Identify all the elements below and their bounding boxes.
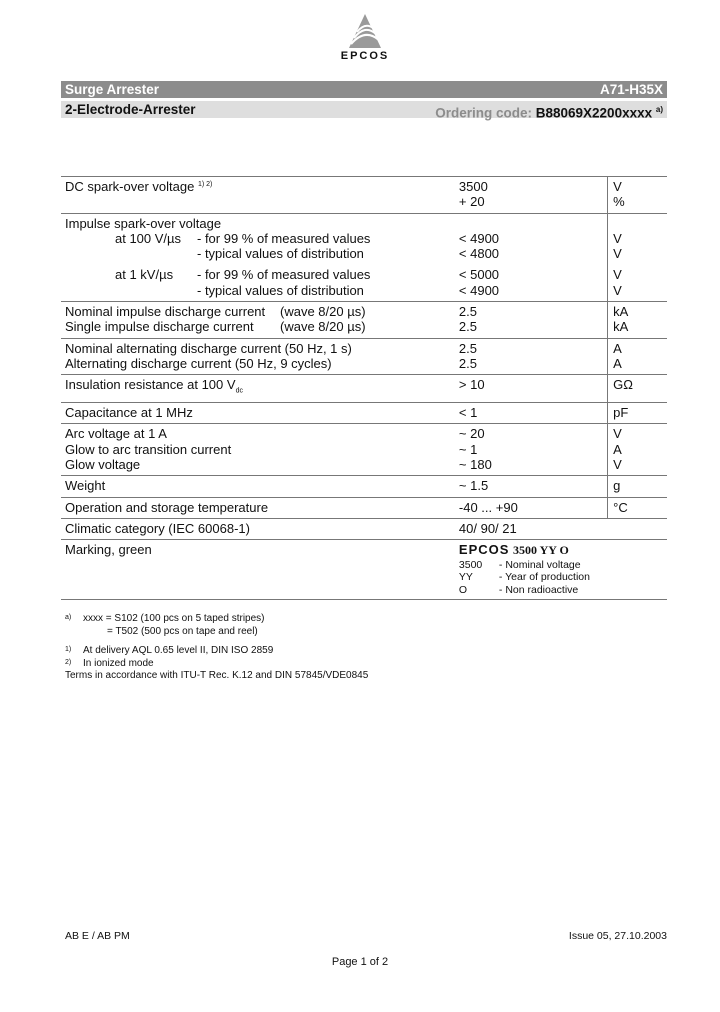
footer-issue: Issue 05, 27.10.2003 [568, 930, 667, 942]
ordering-note: a) [655, 105, 663, 114]
impulse-r1-value: < 4900 [458, 230, 500, 246]
impulse-r1-label: - for 99 % of measured values [197, 230, 371, 246]
table-row [61, 213, 667, 301]
weight-label: Weight [61, 476, 455, 497]
impulse-r4-label: - typical values of distribution [197, 282, 364, 298]
terms-note: Terms in accordance with ITU-T Rec. K.12 and DIN 57845/VDE0845 [65, 670, 369, 681]
epcos-logo [330, 14, 400, 70]
arc-u3: V [613, 457, 622, 473]
climatic-value: 40/ 90/ 21 [455, 518, 667, 539]
capacitance-label: Capacitance at 1 MHz [61, 403, 455, 424]
marking-key: 3500 [458, 558, 483, 571]
arc-l3: Glow voltage [65, 457, 141, 473]
logo-text: EPCOS [340, 50, 390, 62]
impulse-r2-value: < 4800 [458, 246, 500, 262]
table-row [61, 338, 667, 375]
discharge-v1: 2.5 [458, 304, 477, 320]
dc-tol-unit: % [613, 194, 625, 210]
note-mark-a: a) [65, 614, 72, 621]
marking-code: 3500 YY O [513, 543, 569, 558]
footnotes [65, 613, 368, 683]
arc-u2: A [613, 441, 622, 457]
note-a1: xxxx = S102 (100 pcs on 5 taped stripes) [83, 613, 265, 624]
arc-v1: ~ 20 [458, 426, 485, 442]
note-2: In ionized mode [83, 657, 154, 669]
arc-l1: Arc voltage at 1 A [65, 426, 167, 442]
table-row [61, 403, 667, 424]
marking-desc: - Nominal voltage [498, 558, 581, 571]
temperature-label: Operation and storage temperature [61, 497, 455, 518]
impulse-rate-100: at 100 V/µs [115, 230, 182, 246]
epcos-triangle-icon [345, 14, 385, 48]
capacitance-unit: pF [608, 403, 667, 424]
subtitle-bar [61, 101, 667, 121]
alternating-l2: Alternating discharge current (50 Hz, 9 cycles) [65, 355, 332, 371]
impulse-r2-label: - typical values of distribution [197, 246, 364, 262]
dc-label: DC spark-over voltage [65, 179, 195, 194]
note-mark-1: 1) [65, 646, 72, 653]
arc-v3: ~ 180 [458, 457, 492, 473]
note-a2: = T502 (500 pcs on tape and reel) [107, 625, 258, 637]
discharge-v2: 2.5 [458, 319, 477, 335]
impulse-r4-value: < 4900 [458, 282, 500, 298]
product-type: Surge Arrester [65, 82, 160, 97]
insulation-sub: dc [235, 387, 243, 395]
discharge-l1: Nominal impulse discharge current [65, 304, 266, 320]
dc-tolerance: + 20 [458, 194, 485, 210]
weight-unit: g [608, 476, 667, 497]
subtitle: 2-Electrode-Arrester [65, 102, 196, 117]
impulse-r4-unit: V [613, 282, 622, 298]
marking-logo: EPCOS [458, 542, 510, 558]
alternating-l1: Nominal alternating discharge current (50 Hz, 1 s) [65, 340, 352, 356]
footer-dept: AB E / AB PM [65, 930, 130, 942]
temperature-unit: °C [608, 497, 667, 518]
capacitance-value: < 1 [455, 403, 608, 424]
page-number: Page 1 of 2 [331, 956, 389, 968]
table-row [61, 375, 667, 403]
marking-key: O [458, 583, 468, 596]
table-row [61, 177, 667, 214]
ordering-label: Ordering code: [435, 105, 532, 121]
note-mark-2: 2) [65, 658, 72, 666]
impulse-r2-unit: V [613, 246, 622, 262]
title-bar [61, 81, 667, 98]
marking-key: YY [458, 571, 473, 584]
impulse-r3-value: < 5000 [458, 267, 500, 283]
marking-desc: - Non radioactive [498, 583, 579, 596]
table-row [61, 476, 667, 497]
part-number: A71-H35X [599, 82, 663, 97]
impulse-title: Impulse spark-over voltage [65, 215, 222, 231]
arc-l2: Glow to arc transition current [65, 441, 232, 457]
table-row [61, 540, 667, 600]
dc-note: 1) 2) [197, 181, 213, 188]
climatic-label: Climatic category (IEC 60068-1) [61, 518, 455, 539]
spec-table [61, 176, 667, 600]
ordering-code: B88069X2200xxxx [535, 105, 653, 121]
ordering-code-block [435, 101, 663, 122]
dc-value: 3500 [458, 179, 488, 194]
insulation-unit: GΩ [608, 375, 667, 403]
impulse-r1-unit: V [613, 230, 622, 246]
discharge-l1-wave: (wave 8/20 µs) [280, 304, 366, 320]
weight-value: ~ 1.5 [455, 476, 608, 497]
note-1: At delivery AQL 0.65 level II, DIN ISO 2859 [83, 645, 274, 656]
impulse-r3-label: - for 99 % of measured values [197, 267, 371, 283]
alternating-u2: A [613, 355, 622, 371]
table-row [61, 497, 667, 518]
table-row [61, 302, 667, 339]
discharge-u2: kA [613, 319, 629, 335]
marking-label: Marking, green [61, 540, 455, 600]
dc-unit: V [613, 179, 622, 194]
discharge-l2: Single impulse discharge current [65, 319, 254, 335]
impulse-r3-unit: V [613, 267, 622, 283]
alternating-u1: A [613, 340, 622, 356]
insulation-value: > 10 [455, 375, 608, 403]
alternating-v2: 2.5 [458, 355, 477, 371]
impulse-rate-1k: at 1 kV/µs [115, 267, 174, 283]
alternating-v1: 2.5 [458, 340, 477, 356]
table-row [61, 518, 667, 539]
temperature-value: -40 ... +90 [455, 497, 608, 518]
discharge-l2-wave: (wave 8/20 µs) [280, 319, 366, 335]
insulation-label: Insulation resistance at 100 V [65, 377, 236, 393]
arc-v2: ~ 1 [458, 441, 478, 457]
marking-desc: - Year of production [498, 571, 590, 584]
discharge-u1: kA [613, 304, 629, 320]
arc-u1: V [613, 426, 622, 442]
table-row [61, 424, 667, 476]
